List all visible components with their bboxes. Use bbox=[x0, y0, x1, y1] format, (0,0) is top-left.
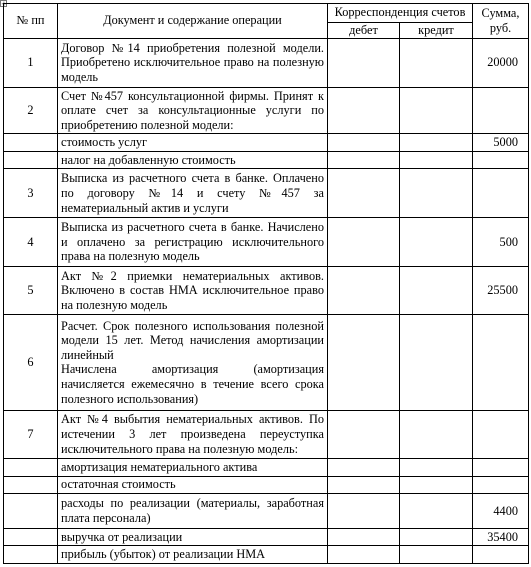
row-num bbox=[4, 476, 58, 493]
table-row bbox=[4, 38, 529, 87]
row-sum bbox=[473, 476, 529, 493]
row-num: 4 bbox=[4, 218, 58, 266]
row-sum: 4400 bbox=[473, 493, 529, 528]
row-num bbox=[4, 528, 58, 545]
table-row bbox=[4, 493, 529, 528]
operations-table bbox=[3, 3, 529, 564]
row-num: 7 bbox=[4, 410, 58, 458]
table-move-handle-icon[interactable]: + bbox=[1, 0, 7, 8]
row-sum: 5000 bbox=[473, 134, 529, 151]
row-description: Договор №14 приобретения полезной модели. Приобретено исключительное право на полезную модель bbox=[58, 38, 328, 87]
row-sum: 25500 bbox=[473, 266, 529, 314]
table-row bbox=[4, 266, 529, 314]
row-description: выручка от реализации bbox=[58, 528, 328, 545]
row-description: Выписка из расчетного счета в банке. Начислено и оплачено за регистрацию исключительного права на полезную модель bbox=[58, 218, 328, 266]
row-sum: 35400 bbox=[473, 528, 529, 545]
debit-cell[interactable] bbox=[328, 476, 400, 493]
row-sum bbox=[473, 151, 529, 168]
credit-cell[interactable] bbox=[400, 38, 473, 87]
credit-cell[interactable] bbox=[400, 493, 473, 528]
header-sum: Сумма, руб. bbox=[473, 4, 529, 39]
header-credit: кредит bbox=[400, 22, 473, 38]
credit-cell[interactable] bbox=[400, 476, 473, 493]
row-sum bbox=[473, 315, 529, 411]
row-sum bbox=[473, 410, 529, 458]
row-description: прибыль (убыток) от реализации НМА bbox=[58, 546, 328, 564]
row-sum: 500 bbox=[473, 218, 529, 266]
credit-cell[interactable] bbox=[400, 134, 473, 151]
row-num: 2 bbox=[4, 87, 58, 133]
header-document: Документ и содержание операции bbox=[58, 4, 328, 39]
table-row bbox=[4, 218, 529, 266]
credit-cell[interactable] bbox=[400, 266, 473, 314]
header-num: № пп bbox=[4, 4, 58, 39]
row-num bbox=[4, 493, 58, 528]
row-description bbox=[58, 315, 328, 411]
row-num: 1 bbox=[4, 38, 58, 87]
table-row bbox=[4, 459, 529, 476]
credit-cell[interactable] bbox=[400, 151, 473, 168]
row-num: 3 bbox=[4, 169, 58, 218]
credit-cell[interactable] bbox=[400, 87, 473, 133]
row-num: 5 bbox=[4, 266, 58, 314]
debit-cell[interactable] bbox=[328, 151, 400, 168]
row-description: Выписка из расчетного счета в банке. Оплачено по договору №14 и счету №457 за нематериальный актив и услуги bbox=[58, 169, 328, 218]
debit-cell[interactable] bbox=[328, 315, 400, 411]
row-description: Акт №4 выбытия нематериальных активов. По истечении 3 лет произведена переуступка исключительного права на полезную модель: bbox=[58, 410, 328, 458]
row-sum bbox=[473, 169, 529, 218]
credit-cell[interactable] bbox=[400, 218, 473, 266]
debit-cell[interactable] bbox=[328, 38, 400, 87]
row-description: налог на добавленную стоимость bbox=[58, 151, 328, 168]
table-row bbox=[4, 546, 529, 564]
row-description: стоимость услуг bbox=[58, 134, 328, 151]
row-description-part: Начислена амортизация (амортизация начисляется ежемесячно в течение всего срока полезного использования) bbox=[61, 362, 324, 406]
credit-cell[interactable] bbox=[400, 169, 473, 218]
credit-cell[interactable] bbox=[400, 459, 473, 476]
row-sum bbox=[473, 459, 529, 476]
debit-cell[interactable] bbox=[328, 87, 400, 133]
debit-cell[interactable] bbox=[328, 410, 400, 458]
row-description: остаточная стоимость bbox=[58, 476, 328, 493]
header-correspondence: Корреспонденция счетов bbox=[328, 4, 473, 23]
row-description-part: Расчет. Срок полезного использования полезной модели 15 лет. Метод начисления амортизации линейный bbox=[61, 318, 324, 362]
row-sum bbox=[473, 546, 529, 564]
row-num bbox=[4, 134, 58, 151]
table-row bbox=[4, 87, 529, 133]
row-num bbox=[4, 459, 58, 476]
row-sum: 20000 bbox=[473, 38, 529, 87]
table-row bbox=[4, 476, 529, 493]
debit-cell[interactable] bbox=[328, 266, 400, 314]
credit-cell[interactable] bbox=[400, 315, 473, 411]
table-row bbox=[4, 528, 529, 545]
credit-cell[interactable] bbox=[400, 410, 473, 458]
row-sum bbox=[473, 87, 529, 133]
header-debit: дебет bbox=[328, 22, 400, 38]
debit-cell[interactable] bbox=[328, 528, 400, 545]
debit-cell[interactable] bbox=[328, 134, 400, 151]
table-row bbox=[4, 134, 529, 151]
row-description: Счет №457 консультационной фирмы. Принят к оплате счет за консультационные услуги по приобретению полезной модели: bbox=[58, 87, 328, 133]
row-num: 6 bbox=[4, 315, 58, 411]
row-description: расходы по реализации (материалы, заработная плата персонала) bbox=[58, 493, 328, 528]
table-row bbox=[4, 315, 529, 411]
credit-cell[interactable] bbox=[400, 528, 473, 545]
credit-cell[interactable] bbox=[400, 546, 473, 564]
table-row bbox=[4, 151, 529, 168]
debit-cell[interactable] bbox=[328, 493, 400, 528]
row-description: амортизация нематериального актива bbox=[58, 459, 328, 476]
debit-cell[interactable] bbox=[328, 459, 400, 476]
table-row bbox=[4, 169, 529, 218]
table-row bbox=[4, 410, 529, 458]
row-description: Акт №2 приемки нематериальных активов. Включено в состав НМА исключительное право на полезную модель bbox=[58, 266, 328, 314]
debit-cell[interactable] bbox=[328, 218, 400, 266]
row-num bbox=[4, 546, 58, 564]
debit-cell[interactable] bbox=[328, 546, 400, 564]
row-num bbox=[4, 151, 58, 168]
debit-cell[interactable] bbox=[328, 169, 400, 218]
header-row bbox=[4, 4, 529, 23]
